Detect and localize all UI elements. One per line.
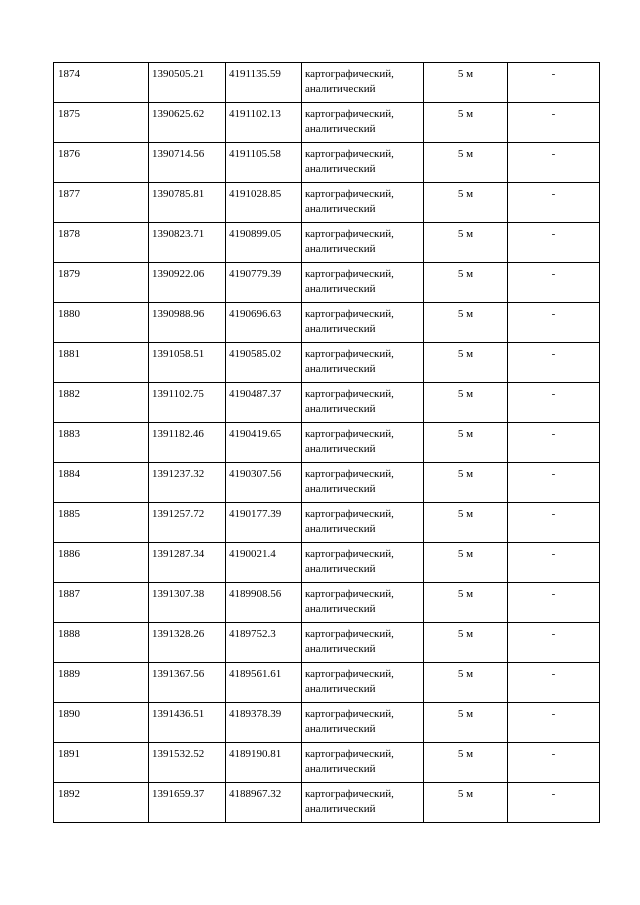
point-number-cell: 1887 — [54, 583, 149, 623]
table-row — [54, 383, 600, 423]
note-cell: - — [508, 103, 600, 143]
accuracy-cell: 5 м — [424, 663, 508, 703]
method-cell — [302, 783, 424, 823]
table-row — [54, 663, 600, 703]
note-cell: - — [508, 543, 600, 583]
method-cell — [302, 183, 424, 223]
method-line-2: аналитический — [305, 403, 376, 415]
method-line-1: картографический, — [305, 388, 394, 400]
x-coordinate-cell: 1391532.52 — [149, 743, 226, 783]
method-line-2: аналитический — [305, 363, 376, 375]
table-row — [54, 343, 600, 383]
table-row — [54, 623, 600, 663]
note-cell: - — [508, 263, 600, 303]
x-coordinate-cell: 1391102.75 — [149, 383, 226, 423]
accuracy-cell: 5 м — [424, 303, 508, 343]
table-row — [54, 63, 600, 103]
method-line-2: аналитический — [305, 803, 376, 815]
point-number-cell: 1879 — [54, 263, 149, 303]
table-row — [54, 263, 600, 303]
accuracy-cell: 5 м — [424, 463, 508, 503]
method-cell — [302, 343, 424, 383]
accuracy-cell: 5 м — [424, 183, 508, 223]
method-cell — [302, 503, 424, 543]
x-coordinate-cell: 1390785.81 — [149, 183, 226, 223]
method-line-2: аналитический — [305, 763, 376, 775]
method-cell — [302, 623, 424, 663]
point-number-cell: 1878 — [54, 223, 149, 263]
note-cell: - — [508, 383, 600, 423]
point-number-cell: 1881 — [54, 343, 149, 383]
point-number-cell: 1876 — [54, 143, 149, 183]
note-cell: - — [508, 503, 600, 543]
accuracy-cell: 5 м — [424, 383, 508, 423]
method-line-1: картографический, — [305, 188, 394, 200]
method-line-1: картографический, — [305, 468, 394, 480]
method-line-2: аналитический — [305, 683, 376, 695]
method-line-1: картографический, — [305, 588, 394, 600]
accuracy-cell: 5 м — [424, 743, 508, 783]
point-number-cell: 1890 — [54, 703, 149, 743]
table-row — [54, 543, 600, 583]
x-coordinate-cell: 1391287.34 — [149, 543, 226, 583]
method-line-2: аналитический — [305, 123, 376, 135]
note-cell: - — [508, 583, 600, 623]
method-line-2: аналитический — [305, 283, 376, 295]
point-number-cell: 1882 — [54, 383, 149, 423]
y-coordinate-cell: 4189752.3 — [226, 623, 302, 663]
method-line-2: аналитический — [305, 163, 376, 175]
method-cell — [302, 743, 424, 783]
accuracy-cell: 5 м — [424, 703, 508, 743]
y-coordinate-cell: 4189190.81 — [226, 743, 302, 783]
point-number-cell: 1875 — [54, 103, 149, 143]
method-line-1: картографический, — [305, 748, 394, 760]
y-coordinate-cell: 4191135.59 — [226, 63, 302, 103]
y-coordinate-cell: 4189378.39 — [226, 703, 302, 743]
accuracy-cell: 5 м — [424, 63, 508, 103]
method-line-1: картографический, — [305, 708, 394, 720]
method-cell — [302, 103, 424, 143]
accuracy-cell: 5 м — [424, 223, 508, 263]
table-row — [54, 743, 600, 783]
point-number-cell: 1892 — [54, 783, 149, 823]
x-coordinate-cell: 1390823.71 — [149, 223, 226, 263]
x-coordinate-cell: 1391307.38 — [149, 583, 226, 623]
coordinates-table — [53, 62, 600, 823]
note-cell: - — [508, 183, 600, 223]
accuracy-cell: 5 м — [424, 143, 508, 183]
method-line-1: картографический, — [305, 548, 394, 560]
coordinates-table-body — [54, 63, 600, 823]
y-coordinate-cell: 4190899.05 — [226, 223, 302, 263]
y-coordinate-cell: 4189561.61 — [226, 663, 302, 703]
table-row — [54, 143, 600, 183]
method-line-2: аналитический — [305, 603, 376, 615]
table-row — [54, 703, 600, 743]
note-cell: - — [508, 663, 600, 703]
note-cell: - — [508, 223, 600, 263]
method-line-1: картографический, — [305, 148, 394, 160]
note-cell: - — [508, 343, 600, 383]
method-line-1: картографический, — [305, 268, 394, 280]
note-cell: - — [508, 743, 600, 783]
point-number-cell: 1885 — [54, 503, 149, 543]
y-coordinate-cell: 4190177.39 — [226, 503, 302, 543]
table-row — [54, 503, 600, 543]
method-cell — [302, 383, 424, 423]
method-line-2: аналитический — [305, 523, 376, 535]
table-row — [54, 103, 600, 143]
y-coordinate-cell: 4188967.32 — [226, 783, 302, 823]
table-row — [54, 183, 600, 223]
x-coordinate-cell: 1391367.56 — [149, 663, 226, 703]
note-cell: - — [508, 703, 600, 743]
y-coordinate-cell: 4191028.85 — [226, 183, 302, 223]
note-cell: - — [508, 783, 600, 823]
accuracy-cell: 5 м — [424, 343, 508, 383]
method-line-1: картографический, — [305, 348, 394, 360]
method-cell — [302, 543, 424, 583]
method-line-1: картографический, — [305, 428, 394, 440]
method-line-2: аналитический — [305, 243, 376, 255]
y-coordinate-cell: 4190779.39 — [226, 263, 302, 303]
method-line-2: аналитический — [305, 483, 376, 495]
table-row — [54, 303, 600, 343]
method-cell — [302, 663, 424, 703]
method-line-2: аналитический — [305, 323, 376, 335]
method-cell — [302, 143, 424, 183]
table-row — [54, 223, 600, 263]
note-cell: - — [508, 623, 600, 663]
y-coordinate-cell: 4190021.4 — [226, 543, 302, 583]
x-coordinate-cell: 1391436.51 — [149, 703, 226, 743]
y-coordinate-cell: 4191102.13 — [226, 103, 302, 143]
method-line-2: аналитический — [305, 443, 376, 455]
point-number-cell: 1888 — [54, 623, 149, 663]
method-line-2: аналитический — [305, 723, 376, 735]
accuracy-cell: 5 м — [424, 783, 508, 823]
point-number-cell: 1883 — [54, 423, 149, 463]
accuracy-cell: 5 м — [424, 623, 508, 663]
x-coordinate-cell: 1391328.26 — [149, 623, 226, 663]
method-cell — [302, 583, 424, 623]
method-line-2: аналитический — [305, 83, 376, 95]
y-coordinate-cell: 4190585.02 — [226, 343, 302, 383]
point-number-cell: 1891 — [54, 743, 149, 783]
method-cell — [302, 423, 424, 463]
accuracy-cell: 5 м — [424, 503, 508, 543]
method-cell — [302, 223, 424, 263]
x-coordinate-cell: 1391257.72 — [149, 503, 226, 543]
method-line-1: картографический, — [305, 788, 394, 800]
x-coordinate-cell: 1391182.46 — [149, 423, 226, 463]
accuracy-cell: 5 м — [424, 103, 508, 143]
note-cell: - — [508, 463, 600, 503]
table-row — [54, 463, 600, 503]
point-number-cell: 1886 — [54, 543, 149, 583]
y-coordinate-cell: 4189908.56 — [226, 583, 302, 623]
point-number-cell: 1877 — [54, 183, 149, 223]
x-coordinate-cell: 1390505.21 — [149, 63, 226, 103]
note-cell: - — [508, 63, 600, 103]
table-row — [54, 583, 600, 623]
accuracy-cell: 5 м — [424, 583, 508, 623]
x-coordinate-cell: 1390625.62 — [149, 103, 226, 143]
x-coordinate-cell: 1391058.51 — [149, 343, 226, 383]
method-cell — [302, 63, 424, 103]
y-coordinate-cell: 4191105.58 — [226, 143, 302, 183]
method-line-2: аналитический — [305, 563, 376, 575]
method-line-1: картографический, — [305, 308, 394, 320]
x-coordinate-cell: 1391237.32 — [149, 463, 226, 503]
y-coordinate-cell: 4190419.65 — [226, 423, 302, 463]
note-cell: - — [508, 303, 600, 343]
method-cell — [302, 263, 424, 303]
method-line-1: картографический, — [305, 228, 394, 240]
method-cell — [302, 703, 424, 743]
method-line-1: картографический, — [305, 108, 394, 120]
point-number-cell: 1880 — [54, 303, 149, 343]
x-coordinate-cell: 1390714.56 — [149, 143, 226, 183]
method-line-1: картографический, — [305, 508, 394, 520]
y-coordinate-cell: 4190696.63 — [226, 303, 302, 343]
method-line-1: картографический, — [305, 68, 394, 80]
accuracy-cell: 5 м — [424, 423, 508, 463]
x-coordinate-cell: 1390922.06 — [149, 263, 226, 303]
method-line-2: аналитический — [305, 203, 376, 215]
y-coordinate-cell: 4190307.56 — [226, 463, 302, 503]
note-cell: - — [508, 143, 600, 183]
y-coordinate-cell: 4190487.37 — [226, 383, 302, 423]
method-line-1: картографический, — [305, 628, 394, 640]
accuracy-cell: 5 м — [424, 263, 508, 303]
method-cell — [302, 463, 424, 503]
table-row — [54, 783, 600, 823]
point-number-cell: 1889 — [54, 663, 149, 703]
table-row — [54, 423, 600, 463]
x-coordinate-cell: 1390988.96 — [149, 303, 226, 343]
point-number-cell: 1874 — [54, 63, 149, 103]
method-line-1: картографический, — [305, 668, 394, 680]
x-coordinate-cell: 1391659.37 — [149, 783, 226, 823]
note-cell: - — [508, 423, 600, 463]
method-cell — [302, 303, 424, 343]
accuracy-cell: 5 м — [424, 543, 508, 583]
method-line-2: аналитический — [305, 643, 376, 655]
point-number-cell: 1884 — [54, 463, 149, 503]
